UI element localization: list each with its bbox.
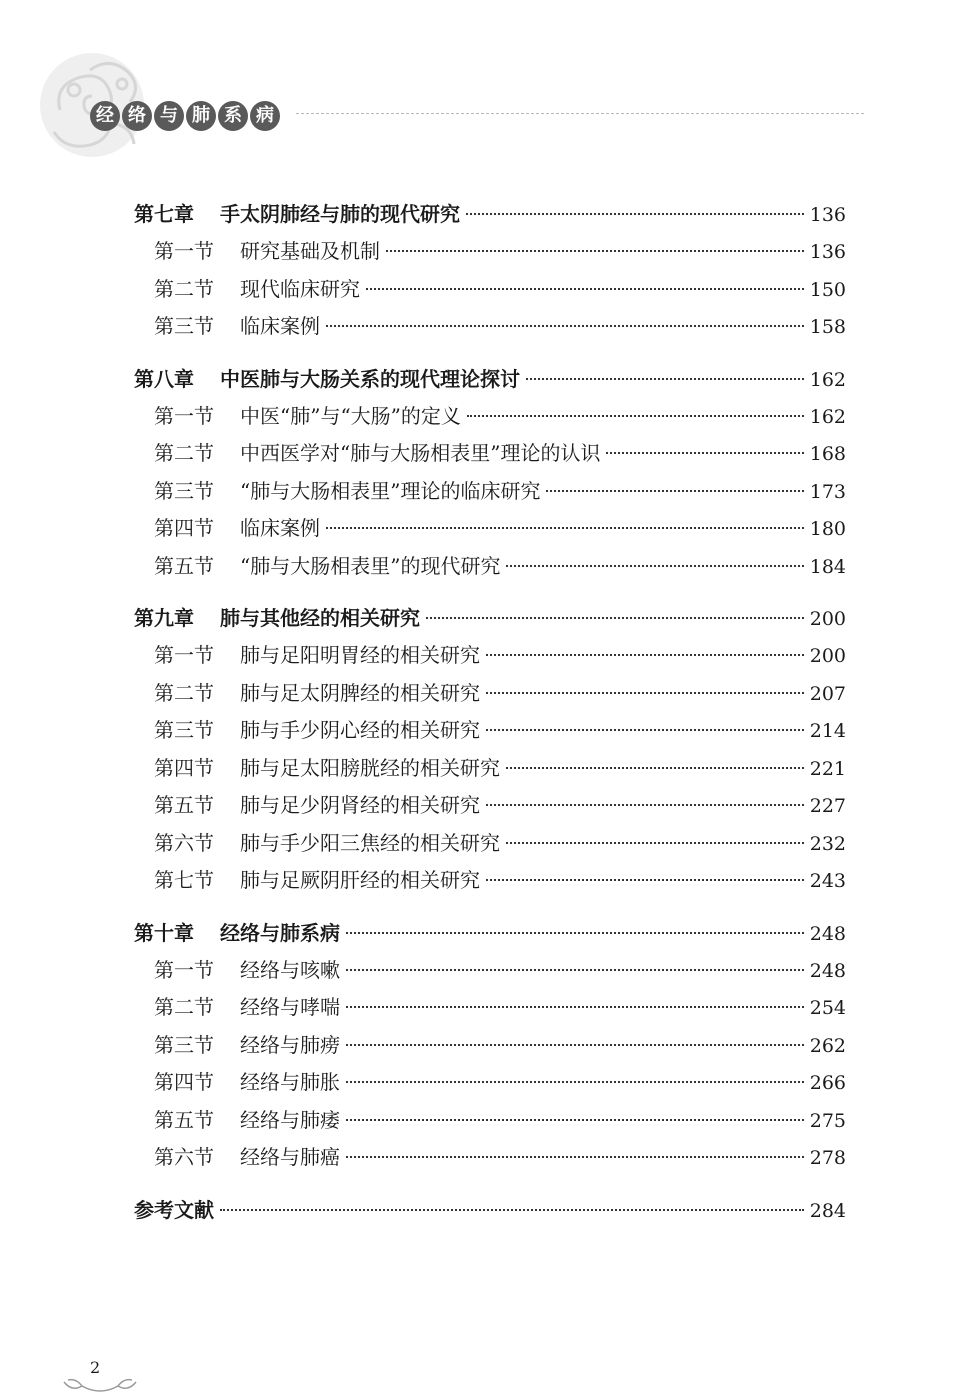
page-number: 200 <box>809 645 846 667</box>
toc-section-row[interactable] <box>134 473 846 511</box>
section-title: 经络与肺胀 <box>240 1070 340 1094</box>
section-label: 第二节 <box>154 995 214 1019</box>
page-number-footer: 2 <box>90 1358 101 1377</box>
toc-section-row[interactable] <box>134 712 846 750</box>
section-title: 经络与肺癌 <box>240 1145 340 1169</box>
dot-leader <box>346 932 804 934</box>
series-title <box>90 97 280 137</box>
page-number: 207 <box>809 682 846 705</box>
page-number: 221 <box>809 757 846 780</box>
dot-leader <box>220 1209 804 1211</box>
dot-leader <box>346 1156 804 1158</box>
page-number: 243 <box>809 870 846 892</box>
section-title: 肺与足太阴脾经的相关研究 <box>240 680 480 705</box>
section-label: 第六节 <box>154 1145 214 1169</box>
dot-leader <box>486 692 804 694</box>
page-number: 232 <box>809 832 846 855</box>
page-number: 162 <box>809 405 846 428</box>
dot-leader <box>346 969 804 971</box>
section-title: 经络与肺痨 <box>240 1032 340 1057</box>
page-number: 180 <box>809 518 846 540</box>
dot-leader <box>506 767 804 769</box>
section-title: “肺与大肠相表里”的现代研究 <box>240 553 501 578</box>
section-title: 肺与足厥阴肝经的相关研究 <box>240 868 480 892</box>
page-number: 227 <box>809 795 846 817</box>
section-label: 第三节 <box>154 1032 214 1057</box>
section-label: 第三节 <box>154 314 214 338</box>
page-number: 284 <box>809 1199 846 1222</box>
page-number: 136 <box>809 204 846 226</box>
dot-leader <box>346 1081 804 1083</box>
toc-chapter-row[interactable] <box>134 360 846 398</box>
toc-chapter-row[interactable] <box>134 914 846 952</box>
toc-section-row[interactable] <box>134 787 846 825</box>
dot-leader <box>526 378 804 380</box>
dot-leader <box>346 1119 804 1121</box>
dot-leader <box>466 213 804 215</box>
page-header <box>0 0 960 190</box>
chapter-block <box>134 360 846 586</box>
section-label: 第一节 <box>154 239 214 263</box>
section-title: 中西医学对“肺与大肠相表里”理论的认识 <box>240 441 601 465</box>
chapter-title: 肺与其他经的相关研究 <box>220 606 420 630</box>
page-number: 200 <box>809 608 846 630</box>
dot-leader <box>486 654 804 656</box>
dot-leader <box>606 452 803 454</box>
page-number: 262 <box>809 1034 846 1057</box>
section-title: 肺与手少阳三焦经的相关研究 <box>240 830 500 855</box>
toc-section-row[interactable] <box>134 548 846 586</box>
section-label: 第五节 <box>154 793 214 817</box>
table-of-contents <box>134 195 846 1229</box>
section-title: 经络与肺痿 <box>240 1107 340 1132</box>
series-title-char: 与 <box>154 101 184 131</box>
section-title: 研究基础及机制 <box>240 239 380 263</box>
dot-leader <box>386 250 804 252</box>
chapter-label: 第七章 <box>134 202 194 226</box>
section-title: 临床案例 <box>240 516 320 540</box>
toc-section-row[interactable] <box>134 1139 846 1177</box>
page-number: 275 <box>809 1109 846 1132</box>
page-number: 248 <box>809 959 846 982</box>
toc-section-row[interactable] <box>134 398 846 436</box>
dot-leader <box>326 325 804 327</box>
chapter-block <box>134 599 846 900</box>
section-title: 肺与手少阴心经的相关研究 <box>240 718 480 742</box>
page-number: 266 <box>809 1072 846 1094</box>
section-label: 第六节 <box>154 830 214 855</box>
section-label: 第五节 <box>154 553 214 578</box>
series-title-char: 病 <box>250 101 280 131</box>
section-label: 第二节 <box>154 680 214 705</box>
page-number: 150 <box>809 278 846 301</box>
dot-leader <box>426 617 804 619</box>
page-footer <box>60 1352 140 1398</box>
section-label: 第四节 <box>154 1070 214 1094</box>
chapter-block <box>134 914 846 1177</box>
page-number: 158 <box>809 316 846 338</box>
page-number: 248 <box>809 922 846 945</box>
toc-section-row[interactable] <box>134 233 846 271</box>
section-title: 经络与哮喘 <box>240 995 340 1019</box>
series-title-char: 肺 <box>186 101 216 131</box>
dot-leader <box>486 804 804 806</box>
toc-section-row[interactable] <box>134 637 846 675</box>
toc-section-row[interactable] <box>134 675 846 713</box>
toc-section-row[interactable] <box>134 750 846 788</box>
section-label: 第七节 <box>154 868 214 892</box>
toc-section-row[interactable] <box>134 952 846 990</box>
chapter-title: 中医肺与大肠关系的现代理论探讨 <box>220 366 520 391</box>
page-number: 214 <box>809 720 846 742</box>
section-title: 经络与咳嗽 <box>240 957 340 982</box>
section-title: 临床案例 <box>240 314 320 338</box>
section-label: 第一节 <box>154 957 214 982</box>
section-label: 第五节 <box>154 1107 214 1132</box>
page-number: 254 <box>809 997 846 1019</box>
section-title: “肺与大肠相表里”理论的临床研究 <box>240 478 541 503</box>
chapter-title: 经络与肺系病 <box>220 920 340 945</box>
chapter-title: 手太阴肺经与肺的现代研究 <box>220 202 460 226</box>
toc-section-row[interactable] <box>134 1102 846 1140</box>
section-label: 第二节 <box>154 441 214 465</box>
toc-section-row[interactable] <box>134 825 846 863</box>
toc-chapter-row[interactable] <box>134 195 846 233</box>
section-label: 第四节 <box>154 516 214 540</box>
section-title: 肺与足太阳膀胱经的相关研究 <box>240 755 500 780</box>
dot-leader <box>546 490 803 492</box>
series-title-char: 经 <box>90 101 120 131</box>
toc-chapter-row[interactable] <box>134 599 846 637</box>
series-title-char: 络 <box>122 101 152 131</box>
toc-section-row[interactable] <box>134 308 846 346</box>
section-title: 中医“肺”与“大肠”的定义 <box>240 403 461 428</box>
chapter-block <box>134 195 846 346</box>
section-title: 现代临床研究 <box>240 276 360 301</box>
toc-section-row[interactable] <box>134 271 846 309</box>
dot-leader <box>506 842 804 844</box>
dot-leader <box>346 1044 804 1046</box>
dot-leader <box>467 415 804 417</box>
section-label: 第一节 <box>154 403 214 428</box>
page-number: 162 <box>809 368 846 391</box>
dot-leader <box>486 729 804 731</box>
page-number: 136 <box>809 241 846 263</box>
toc-section-row[interactable] <box>134 989 846 1027</box>
toc-section-row[interactable] <box>134 435 846 473</box>
toc-references-row[interactable] <box>134 1191 846 1229</box>
series-title-char: 系 <box>218 101 248 131</box>
section-title: 肺与足阳明胃经的相关研究 <box>240 643 480 667</box>
references-title: 参考文献 <box>134 1197 214 1222</box>
page-number: 278 <box>809 1147 846 1169</box>
section-label: 第一节 <box>154 643 214 667</box>
section-label: 第三节 <box>154 718 214 742</box>
dot-leader <box>346 1006 804 1008</box>
page-number: 168 <box>809 443 846 465</box>
chapter-label: 第九章 <box>134 606 194 630</box>
page-number: 173 <box>809 480 846 503</box>
chapter-label: 第十章 <box>134 920 194 945</box>
page-number: 184 <box>809 555 846 578</box>
header-divider <box>296 113 864 114</box>
dot-leader <box>326 527 804 529</box>
section-label: 第二节 <box>154 276 214 301</box>
dot-leader <box>366 288 804 290</box>
chapter-label: 第八章 <box>134 366 194 391</box>
section-title: 肺与足少阴肾经的相关研究 <box>240 793 480 817</box>
toc-section-row[interactable] <box>134 862 846 900</box>
section-label: 第三节 <box>154 478 214 503</box>
section-label: 第四节 <box>154 755 214 780</box>
dot-leader <box>506 565 803 567</box>
toc-section-row[interactable] <box>134 1027 846 1065</box>
dot-leader <box>486 879 804 881</box>
toc-section-row[interactable] <box>134 1064 846 1102</box>
toc-section-row[interactable] <box>134 510 846 548</box>
